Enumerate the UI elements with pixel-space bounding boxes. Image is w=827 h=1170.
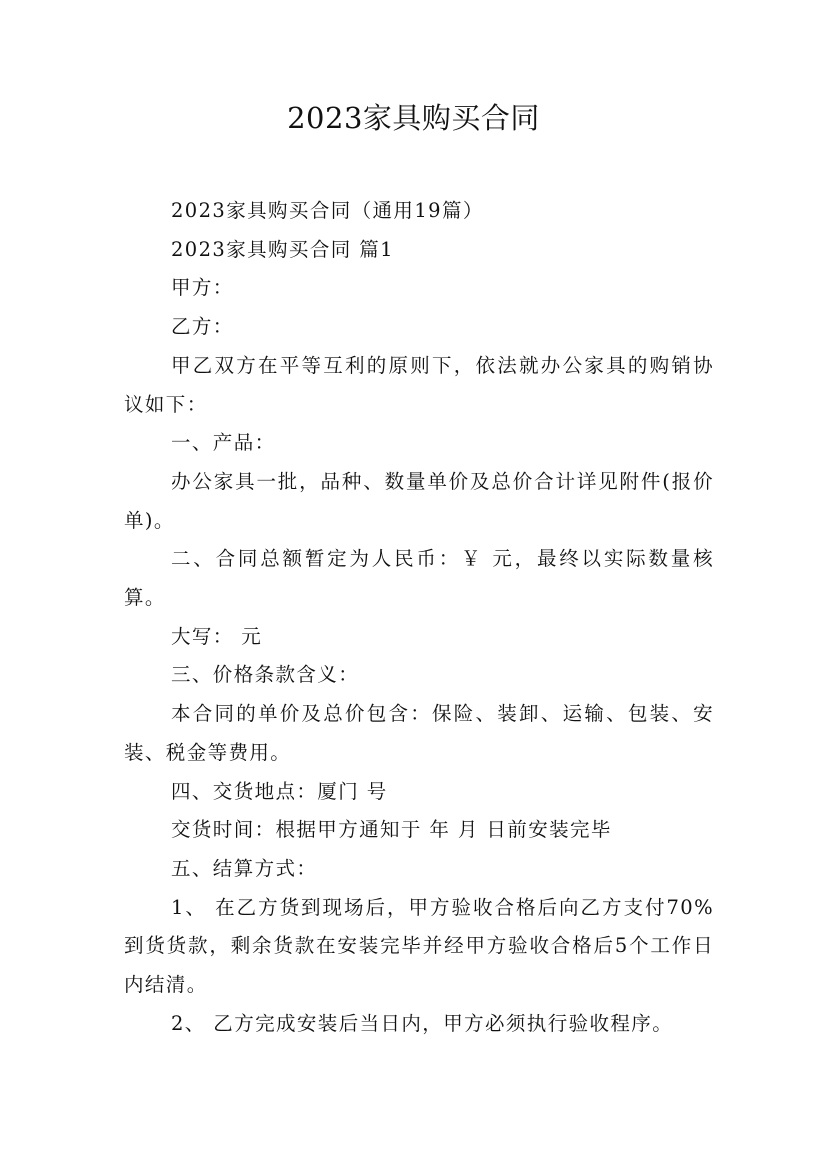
- paragraph-clause-1-heading: 一、产品：: [171, 431, 276, 455]
- paragraph-settlement-1: 1、 在乙方货到现场后，甲方验收合格后向乙方支付70%到货货款，剩余货款在安装完毕并经甲方验收合格后5个工作日内结清。: [124, 895, 714, 997]
- paragraph-clause-5-heading: 五、结算方式：: [171, 856, 318, 880]
- paragraph-preamble: 甲乙双方在平等互利的原则下，依法就办公家具的购销协议如下：: [124, 353, 714, 416]
- paragraph-party-b: 乙方：: [171, 315, 234, 339]
- document-title: 2023家具购买合同: [287, 101, 540, 135]
- paragraph-clause-1-body: 办公家具一批，品种、数量单价及总价合计详见附件(报价单)。: [124, 469, 714, 532]
- paragraph-settlement-2: 2、 乙方完成安装后当日内，甲方必须执行验收程序。: [171, 1011, 674, 1035]
- paragraph-delivery-time: 交货时间：根据甲方通知于 年 月 日前安装完毕: [171, 818, 612, 842]
- paragraph-clause-4: 四、交货地点：厦门 号: [171, 779, 388, 803]
- paragraph-subtitle: 2023家具购买合同（通用19篇）: [171, 199, 484, 222]
- paragraph-amount-in-words: 大写： 元: [171, 624, 263, 648]
- paragraph-clause-3-heading: 三、价格条款含义：: [171, 663, 360, 687]
- paragraph-clause-3-body: 本合同的单价及总价包含：保险、装卸、运输、包装、安装、税金等费用。: [124, 702, 714, 764]
- paragraph-clause-2: 二、合同总额暂定为人民币：￥ 元，最终以实际数量核算。: [124, 547, 714, 610]
- document-body: [124, 192, 714, 1043]
- paragraph-section-heading: 2023家具购买合同 篇1: [171, 237, 394, 261]
- paragraph-party-a: 甲方：: [171, 276, 234, 300]
